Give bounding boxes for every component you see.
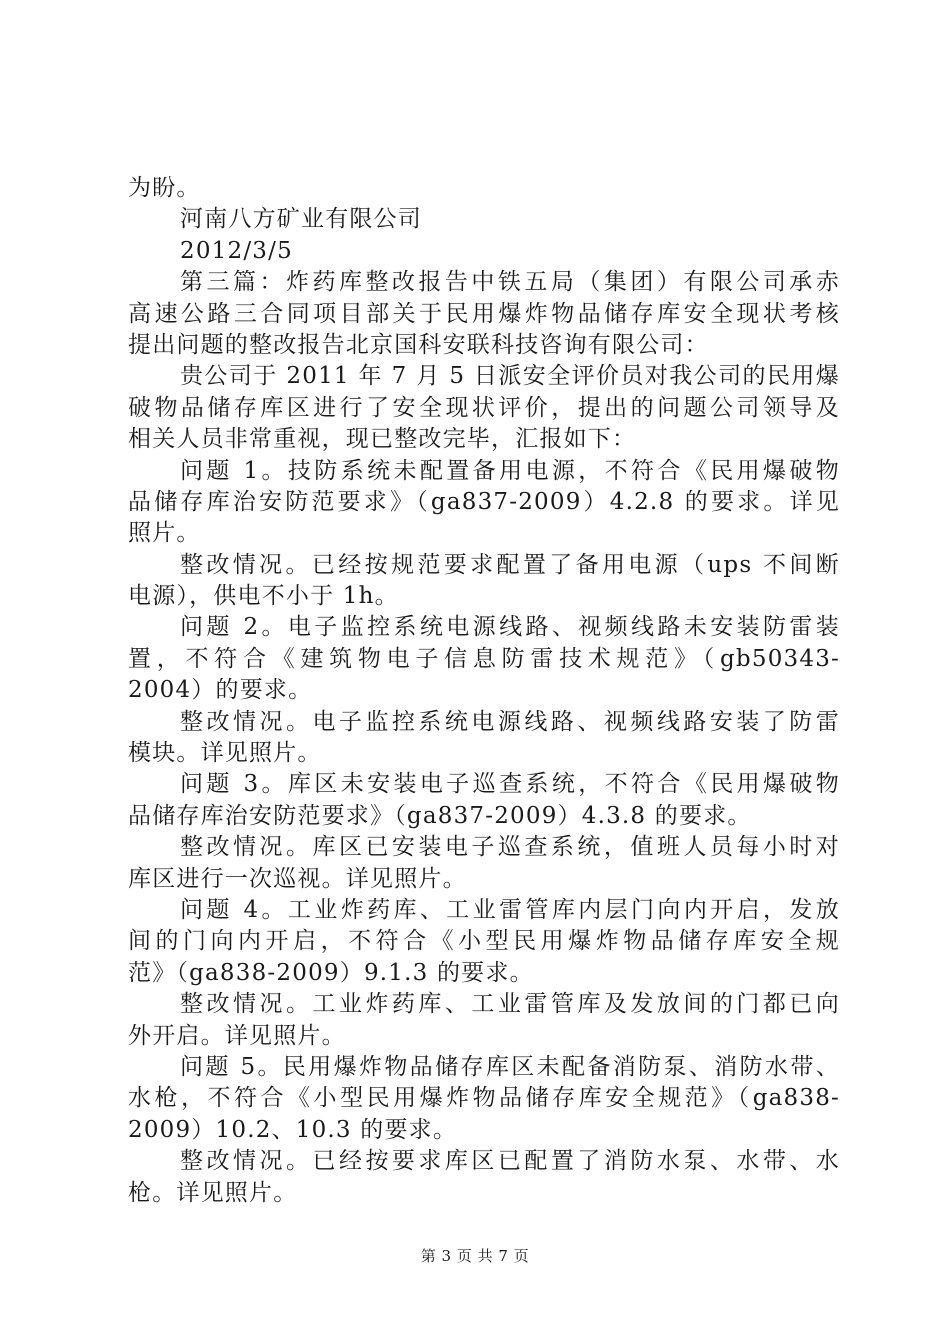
document-body — [128, 173, 840, 1209]
text-line: 置，不符合《建筑物电子信息防雷技术规范》（gb50343- — [128, 645, 840, 672]
text-line: 破物品储存库区进行了安全现状评价，提出的问题公司领导及 — [128, 394, 840, 421]
text-line: 电源），供电不小于 1h。 — [128, 583, 399, 610]
text-line: 整改情况。库区已安装电子巡查系统，值班人员每小时对 — [180, 834, 840, 861]
text-line: 为盼。 — [128, 175, 201, 201]
text-line: 第三篇：炸药库整改报告中铁五局（集团）有限公司承赤 — [180, 269, 840, 296]
text-line: 品储存库治安防范要求》（ga837-2009）4.3.8 的要求。 — [128, 802, 752, 829]
text-line: 外开启。详见照片。 — [128, 1022, 346, 1049]
text-line: 河南八方矿业有限公司 — [180, 206, 422, 233]
text-line: 枪。详见照片。 — [128, 1179, 298, 1206]
text-line: 整改情况。已经按规范要求配置了备用电源（ups 不间断 — [180, 551, 840, 578]
text-line: 品储存库治安防范要求》（ga837-2009）4.2.8 的要求。详见 — [128, 488, 840, 515]
text-line: 提出问题的整改报告北京国科安联科技咨询有限公司： — [128, 331, 709, 358]
text-line: 整改情况。已经按要求库区已配置了消防水泵、水带、水 — [180, 1148, 840, 1175]
text-line: 2009）10.2、10.3 的要求。 — [128, 1116, 458, 1143]
text-line: 整改情况。电子监控系统电源线路、视频线路安装了防雷 — [180, 708, 840, 735]
text-line: 范》（ga838-2009）9.1.3 的要求。 — [128, 959, 534, 986]
text-line: 高速公路三合同项目部关于民用爆炸物品储存库安全现状考核 — [128, 300, 840, 327]
text-line: 问题 1。技防系统未配置备用电源，不符合《民用爆破物 — [180, 457, 840, 484]
text-line: 水枪，不符合《小型民用爆炸物品储存库安全规范》（ga838- — [128, 1085, 840, 1112]
text-line: 2012/3/5 — [180, 237, 293, 264]
text-line: 问题 2。电子监控系统电源线路、视频线路未安装防雷装 — [180, 614, 840, 641]
text-line: 相关人员非常重视，现已整改完毕，汇报如下： — [128, 426, 637, 453]
text-line: 问题 3。库区未安装电子巡查系统，不符合《民用爆破物 — [180, 771, 840, 798]
text-line: 2004）的要求。 — [128, 677, 313, 704]
text-line: 照片。 — [128, 520, 201, 547]
text-line: 整改情况。工业炸药库、工业雷管库及发放间的门都已向 — [180, 991, 840, 1018]
text-line: 库区进行一次巡视。详见照片。 — [128, 865, 467, 892]
page-footer: 第 3 页 共 7 页 — [420, 1247, 530, 1265]
text-line: 贵公司于 2011 年 7 月 5 日派安全评价员对我公司的民用爆 — [180, 363, 840, 390]
text-line: 问题 5。民用爆炸物品储存库区未配备消防泵、消防水带、 — [180, 1053, 840, 1080]
text-line: 间的门向内开启，不符合《小型民用爆炸物品储存库安全规 — [128, 928, 840, 955]
text-line: 模块。详见照片。 — [128, 740, 322, 767]
text-line: 问题 4。工业炸药库、工业雷管库内层门向内开启，发放 — [180, 896, 840, 923]
